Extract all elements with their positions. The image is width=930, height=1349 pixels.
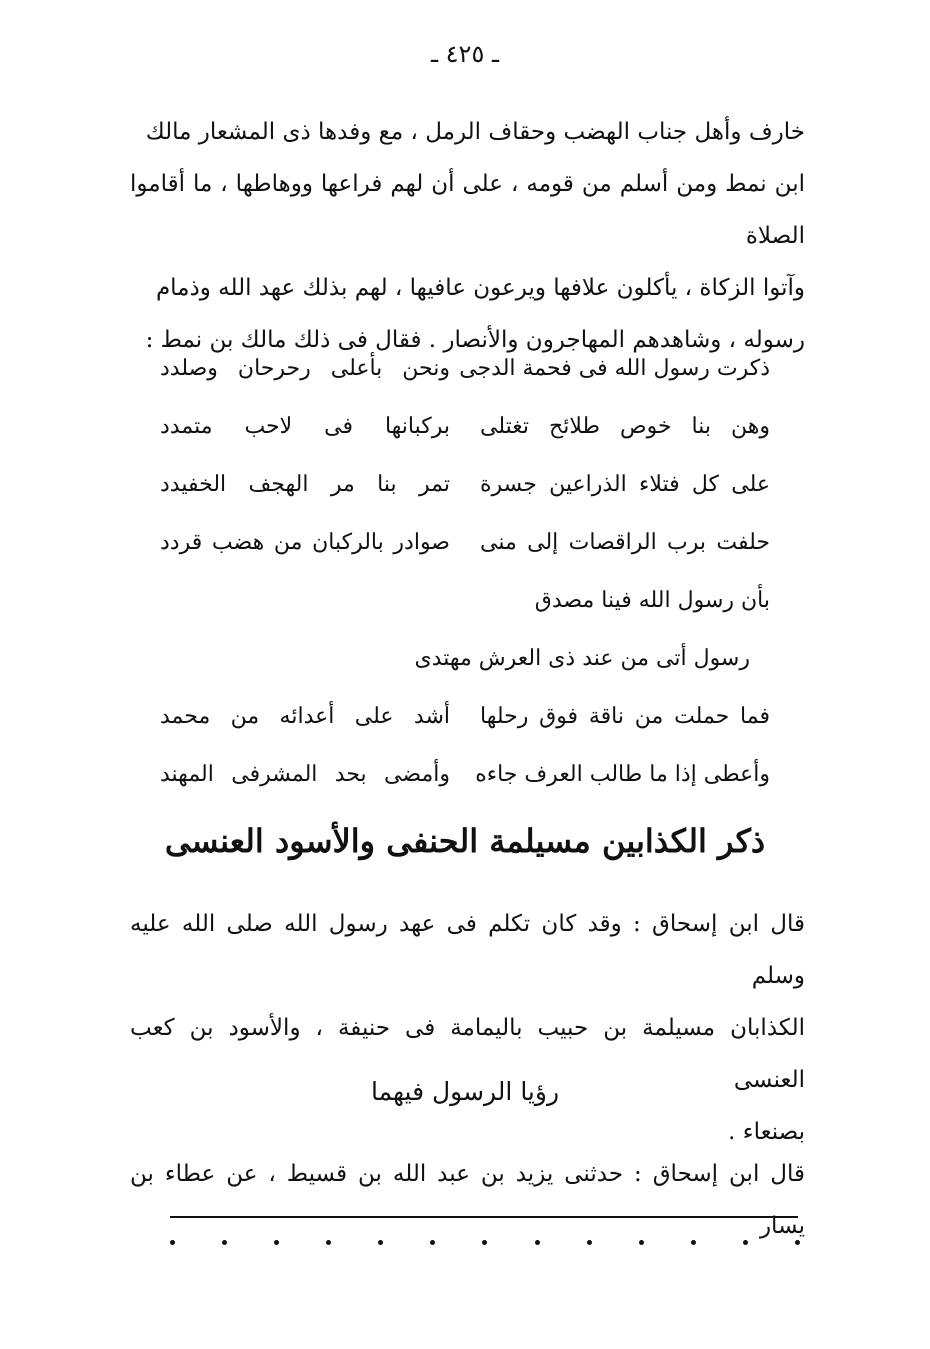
text-line: قال ابن إسحاق : حدثنى يزيد بن عبد الله بن قسيط ، عن عطاء بن يسار [130,1161,805,1239]
footer-dot [535,1240,540,1245]
text-line: خارف وأهل جناب الهضب وحقاف الرمل ، مع وفدها ذى المشعار مالك [145,119,805,145]
poem-first-hemistich: وهن بنا خوص طلائح تغتلى [480,414,770,439]
footer-rule [170,1216,798,1218]
footer-dot [170,1240,175,1245]
footer-dot [482,1240,487,1245]
poem-first-hemistich: فما حملت من ناقة فوق رحلها [480,704,770,729]
poem-verse [160,746,770,804]
poem-second-hemistich: بركبانها فى لاحب متمدد [160,414,450,439]
poem-verse [160,456,770,514]
text-line: بصنعاء . [728,1119,805,1145]
footer-dot [743,1240,748,1245]
text-line: الكذابان مسيلمة بن حبيب باليمامة فى حنيفة ، والأسود بن كعب العنسى [130,1015,805,1093]
poem-first-hemistich: على كل فتلاء الذراعين جسرة [480,472,770,497]
poem-second-hemistich: صوادر بالركبان من هضب قردد [160,530,450,555]
page-number: ـ ٤٢٥ ـ [430,40,499,68]
text-line: رسوله ، وشاهدهم المهاجرون والأنصار . فقال فى ذلك مالك بن نمط : [145,327,805,353]
poem-first-hemistich: حلفت برب الراقصات إلى منى [480,530,770,555]
poem-second-hemistich: وأمضى بحد المشرفى المهند [160,762,450,787]
footer-dot [326,1240,331,1245]
section-heading: ذكر الكذابين مسيلمة الحنفى والأسود العنسى [164,822,766,860]
footer-dot [587,1240,592,1245]
poem [160,340,770,804]
poem-verse [160,688,770,746]
poem-verse [160,340,770,398]
poem-second-hemistich: ونحن بأعلى رحرحان وصلدد [160,356,450,381]
footer-dot [795,1240,800,1245]
footer-dot-row [170,1232,800,1245]
poem-second-hemistich: تمر بنا مر الهجف الخفيدد [160,472,450,497]
footer-dot [639,1240,644,1245]
text-line: وآتوا الزكاة ، يأكلون علافها ويرعون عافيها ، لهم بذلك عهد الله وذمام [155,275,805,301]
poem-continuation-line: رسول أتى من عند ذى العرش مهتدى [414,646,750,671]
footer-dot [274,1240,279,1245]
poem-first-hemistich: وأعطى إذا ما طالب العرف جاءه [475,762,770,787]
paragraph-2 [130,898,805,1158]
paragraph-1 [130,106,805,366]
text-line: قال ابن إسحاق : وقد كان تكلم فى عهد رسول الله صلى الله عليه وسلم [130,911,805,989]
poem-second-hemistich: أشد على أعدائه من محمد [160,704,450,729]
footer-dot [691,1240,696,1245]
poem-verse [160,398,770,456]
sub-heading: رؤيا الرسول فيهما [370,1077,560,1106]
poem-first-hemistich: ذكرت رسول الله فى فحمة الدجى [459,356,770,381]
text-line: ابن نمط ومن أسلم من قومه ، على أن لهم فراعها ووهاطها ، ما أقاموا الصلاة [130,171,805,249]
footer-dot [378,1240,383,1245]
footer-dot [430,1240,435,1245]
poem-continuation-line: بأن رسول الله فينا مصدق [534,588,770,613]
poem-verse [160,514,770,572]
footer-dot [222,1240,227,1245]
